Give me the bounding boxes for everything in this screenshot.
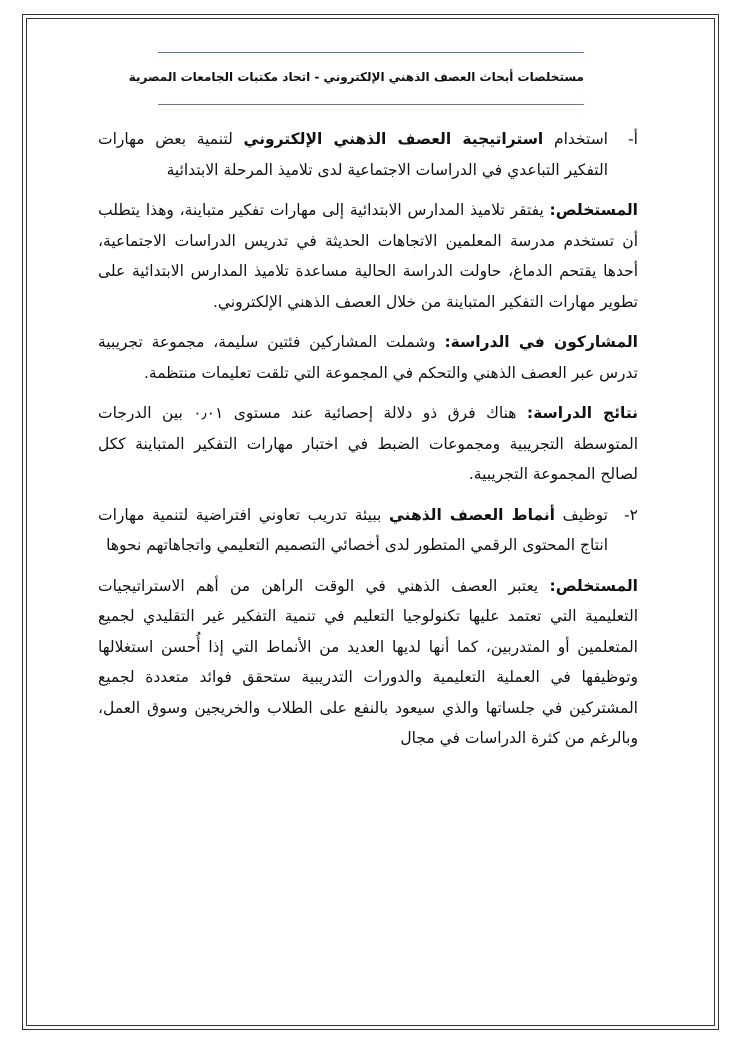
abstract-paragraph xyxy=(98,195,638,317)
page-header-title: مستخلصات أبحاث العصف الذهني الإلكتروني - اتحاد مكتبات الجامعات المصرية xyxy=(128,70,584,84)
item-title-rest: ببيئة تدريب تعاوني افتراضية لتنمية مهارات انتاج المحتوى الرقمي المتطور لدى أخصائي التصميم التعليمي واتجاهاتهم نحوها xyxy=(98,505,608,554)
item-number: ٢- xyxy=(624,505,638,524)
paragraph-label: المشاركون في الدراسة: xyxy=(444,333,638,351)
research-item-1 xyxy=(98,124,638,185)
document-body xyxy=(98,124,638,764)
paragraph-label: نتائج الدراسة: xyxy=(526,404,638,422)
paragraph-label: المستخلص: xyxy=(549,576,638,595)
research-item-2 xyxy=(98,500,638,561)
item-number: أ- xyxy=(628,130,638,148)
paragraph-text: يفتقر تلاميذ المدارس الابتدائية إلى مهارات تفكير متباينة، وهذا يتطلب أن تستخدم مدرسة المعلمين الاتجاهات الحديثة في تدريس الدراسات الاجتماعية، أحدها يقتحم الدماغ، حاولت الدراسة الحالية مساعدة تلاميذ المدارس الابتدائية على تطوير مهارات التفكير المتباينة من خلال العصف الذهني الإلكتروني. xyxy=(98,201,638,311)
item-title-bold: استراتيجية العصف الذهني الإلكتروني xyxy=(243,130,544,148)
item-title-rest: لتنمية بعض مهارات التفكير التباعدي في الدراسات الاجتماعية لدى تلاميذ المرحلة الابتدائية xyxy=(98,130,608,179)
header-rule-bottom xyxy=(158,104,584,105)
paragraph-text: وشملت المشاركين فئتين سليمة، مجموعة تجريبية تدرس عبر العصف الذهني والتحكم في المجموعة التي تلقت تعليمات منتظمة. xyxy=(98,333,638,382)
results-paragraph xyxy=(98,398,638,490)
paragraph-label: المستخلص: xyxy=(549,201,638,219)
header-rule-top xyxy=(158,52,584,53)
item-title-bold: أنماط العصف الذهني xyxy=(388,505,555,524)
paragraph-text: هناك فرق ذو دلالة إحصائية عند مستوى ٠٫٠١ بين الدرجات المتوسطة التجريبية ومجموعات الضبط في اختبار مهارات التفكير المتباينة ككل لصالح المجموعة التجريبية. xyxy=(98,404,638,483)
abstract-paragraph xyxy=(98,571,638,754)
participants-paragraph xyxy=(98,327,638,388)
item-title-prefix: استخدام xyxy=(543,130,608,148)
item-title-prefix: توظيف xyxy=(555,505,608,524)
paragraph-text: يعتبر العصف الذهني في الوقت الراهن من أهم الاستراتيجيات التعليمية التي تعتمد عليها تكنولوجيا التعليم في تنمية التفكير غير التقليدي لجميع المتعلمين أو المتدربين، كما أنها لديها العديد من الأنماط التي إذا أُحسن استغلالها وتوظيفها في العملية التعليمية والدورات التدريبية ستحقق فوائد متعددة لجميع المشتركين في جلساتها والذي سيعود بالنفع على الطلاب والخريجين وسوق العمل، وبالرغم من كثرة الدراسات في مجال xyxy=(98,576,638,747)
